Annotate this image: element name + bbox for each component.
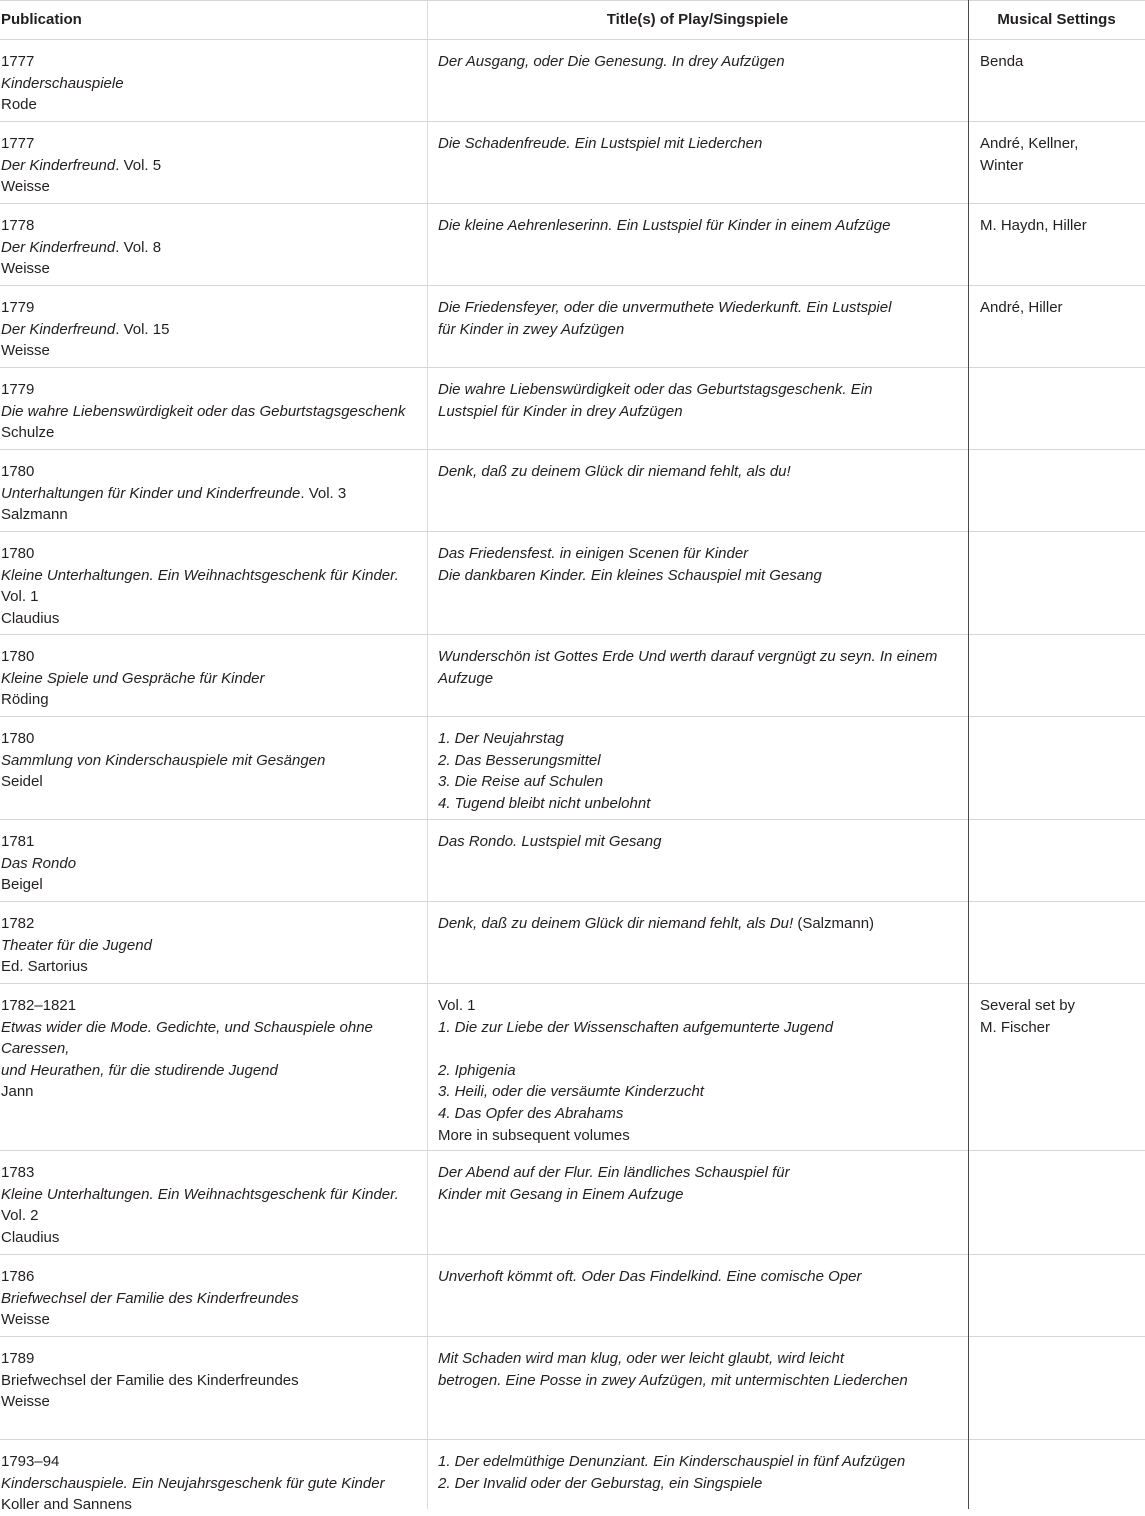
play-title-line: für Kinder in zwey Aufzügen xyxy=(438,320,625,338)
play-titles-cell xyxy=(438,1162,958,1205)
play-titles-cell xyxy=(438,646,958,689)
table-row xyxy=(0,1151,1145,1255)
text-segment: . Vol. 8 xyxy=(115,238,162,256)
musical-settings-cell xyxy=(980,215,1140,237)
play-title-line: Mit Schaden wird man klug, oder wer leicht glaubt, wird leicht xyxy=(438,1350,845,1367)
text-segment: Der Kinderfreund xyxy=(1,238,116,256)
publication-cell xyxy=(1,297,421,362)
publication-title-line: Briefwechsel der Familie des Kinderfreundes xyxy=(1,1371,299,1389)
publication-year: 1780 xyxy=(1,730,35,747)
play-title-line: Vol. 1 xyxy=(438,997,476,1014)
play-titles-cell xyxy=(438,913,958,935)
publication-title-line: Kleine Spiele und Gespräche für Kinder xyxy=(1,669,265,687)
column-divider xyxy=(968,0,969,1509)
table-row xyxy=(0,902,1145,984)
play-title-line: Kinder mit Gesang in Einem Aufzuge xyxy=(438,1185,684,1203)
play-titles-cell xyxy=(438,297,958,340)
play-titles-cell xyxy=(438,133,958,155)
play-title-line: 4. Das Opfer des Abrahams xyxy=(438,1104,624,1122)
publication-title-line: Kinderschauspiele xyxy=(1,74,124,92)
text-segment: . Vol. 3 xyxy=(300,484,347,502)
publication-cell xyxy=(1,728,421,793)
play-title-line: Der Abend auf der Flur. Ein ländliches Schauspiel für xyxy=(438,1164,790,1181)
play-title-line: Lustspiel für Kinder in drey Aufzügen xyxy=(438,402,683,420)
play-titles-cell xyxy=(438,1348,958,1391)
publication-title-line: Kinderschauspiele. Ein Neujahrsgeschenk für gute Kinder xyxy=(1,1474,385,1492)
table-row xyxy=(0,1440,1145,1514)
play-titles-cell xyxy=(438,51,958,73)
publication-title-line: Caressen, xyxy=(1,1040,70,1058)
publication-cell xyxy=(1,379,421,444)
text-segment: Der Kinderfreund xyxy=(1,320,116,338)
table-row xyxy=(0,1255,1145,1337)
publication-author: Röding xyxy=(1,691,49,709)
publication-cell xyxy=(1,133,421,198)
publication-cell xyxy=(1,1266,421,1331)
text-segment: Unterhaltungen für Kinder und Kinderfreunde xyxy=(1,484,301,502)
publication-title-line xyxy=(1,483,421,505)
play-titles-cell xyxy=(438,543,958,586)
play-title-line: Das Rondo. Lustspiel mit Gesang xyxy=(438,833,662,850)
musical-settings-cell xyxy=(980,297,1140,319)
publication-cell xyxy=(1,543,421,629)
table-row xyxy=(0,984,1145,1151)
column-header-musical-settings: Musical Settings xyxy=(968,0,1145,40)
musical-setting-line: Winter xyxy=(980,156,1024,174)
play-title-line: Unverhoft kömmt oft. Oder Das Findelkind. Eine comische Oper xyxy=(438,1268,862,1285)
text-segment: . Vol. 15 xyxy=(115,320,170,338)
table-row xyxy=(0,820,1145,902)
play-title-line: Die Schadenfreude. Ein Lustspiel mit Liederchen xyxy=(438,135,763,152)
play-title-line: Aufzuge xyxy=(438,669,494,687)
publication-year: 1789 xyxy=(1,1350,35,1367)
play-title-line: Denk, daß zu deinem Glück dir niemand fehlt, als du! xyxy=(438,463,791,480)
play-title-line: Wunderschön ist Gottes Erde Und werth darauf vergnügt zu seyn. In einem xyxy=(438,648,938,665)
publication-year: 1777 xyxy=(1,135,35,152)
musical-setting-line: M. Haydn, Hiller xyxy=(980,217,1087,234)
play-title-line: 3. Die Reise auf Schulen xyxy=(438,773,604,791)
publication-title-line xyxy=(1,237,421,259)
publication-author: Claudius xyxy=(1,1228,60,1246)
play-title-line: 1. Die zur Liebe der Wissenschaften aufgemunterte Jugend xyxy=(438,1018,834,1036)
publication-year: 1780 xyxy=(1,545,35,562)
column-header-publication: Publication xyxy=(0,0,427,40)
play-title-line: 1. Der edelmüthige Denunziant. Ein Kinderschauspiel in fünf Aufzügen xyxy=(438,1453,906,1470)
musical-setting-line: Several set by xyxy=(980,997,1076,1014)
publication-author: Weisse xyxy=(1,342,50,360)
play-title-line: 2. Iphigenia xyxy=(438,1061,516,1079)
publication-year: 1782–1821 xyxy=(1,997,77,1014)
publication-title-line: Etwas wider die Mode. Gedichte, und Schauspiele ohne xyxy=(1,1018,373,1036)
musical-settings-cell xyxy=(980,133,1140,176)
table-row xyxy=(0,450,1145,532)
table-row xyxy=(0,532,1145,635)
publication-title-line: Das Rondo xyxy=(1,854,77,872)
publication-cell xyxy=(1,461,421,526)
column-divider xyxy=(427,0,428,1509)
publication-cell xyxy=(1,831,421,896)
publication-title-line: Vol. 1 xyxy=(1,588,39,606)
publication-author: Salzmann xyxy=(1,506,68,524)
table-row xyxy=(0,40,1145,122)
play-titles-cell xyxy=(438,215,958,237)
table-row xyxy=(0,1337,1145,1440)
publication-title-line: und Heurathen, für die studirende Jugend xyxy=(1,1061,278,1079)
text-segment: Denk, daß zu deinem Glück dir niemand fehlt, als Du! xyxy=(438,915,794,932)
play-title-line: 2. Das Besserungsmittel xyxy=(438,751,601,769)
publication-author: Seidel xyxy=(1,773,43,791)
publication-year: 1793–94 xyxy=(1,1453,60,1470)
table-row xyxy=(0,635,1145,717)
musical-setting-line: Benda xyxy=(980,53,1024,70)
publication-title-line: Theater für die Jugend xyxy=(1,936,152,954)
play-titles-cell xyxy=(438,1451,958,1494)
play-title-line: 1. Der Neujahrstag xyxy=(438,730,564,747)
play-titles-cell xyxy=(438,831,958,853)
publication-author: Koller and Sannens xyxy=(1,1496,132,1514)
publication-title-line xyxy=(1,155,421,177)
table-row xyxy=(0,368,1145,450)
play-title-line xyxy=(438,913,958,935)
column-header-titles: Title(s) of Play/Singspiele xyxy=(427,0,968,40)
publication-cell xyxy=(1,1348,421,1413)
musical-settings-cell xyxy=(980,995,1140,1038)
musical-settings-cell xyxy=(980,51,1140,73)
publication-author: Weisse xyxy=(1,1311,50,1329)
publication-year: 1780 xyxy=(1,463,35,480)
publication-title-line: Vol. 2 xyxy=(1,1207,39,1225)
publication-year: 1778 xyxy=(1,217,35,234)
publication-year: 1783 xyxy=(1,1164,35,1181)
publication-author: Claudius xyxy=(1,609,60,627)
publication-title-line: Briefwechsel der Familie des Kinderfreundes xyxy=(1,1289,299,1307)
play-title-line: Die Friedensfeyer, oder die unvermuthete Wiederkunft. Ein Lustspiel xyxy=(438,299,892,316)
publication-author: Weisse xyxy=(1,178,50,196)
table-row xyxy=(0,286,1145,368)
publication-cell xyxy=(1,913,421,978)
publication-author: Rode xyxy=(1,96,37,114)
publication-year: 1779 xyxy=(1,299,35,316)
publication-title-line: Die wahre Liebenswürdigkeit oder das Geburtstagsgeschenk xyxy=(1,402,406,420)
publication-cell xyxy=(1,215,421,280)
table-row xyxy=(0,717,1145,820)
play-title-line: betrogen. Eine Posse in zwey Aufzügen, mit untermischten Liederchen xyxy=(438,1371,908,1389)
publication-author: Beigel xyxy=(1,876,43,894)
publication-author: Schulze xyxy=(1,424,55,442)
publication-year: 1777 xyxy=(1,53,35,70)
play-title-line: 4. Tugend bleibt nicht unbelohnt xyxy=(438,794,651,812)
publication-author: Jann xyxy=(1,1083,34,1101)
play-titles-cell xyxy=(438,379,958,422)
table-row xyxy=(0,122,1145,204)
publication-title-line: Sammlung von Kinderschauspiele mit Gesängen xyxy=(1,751,326,769)
play-titles-cell xyxy=(438,728,958,814)
publication-year: 1782 xyxy=(1,915,35,932)
publication-title-line: Kleine Unterhaltungen. Ein Weihnachtsgeschenk für Kinder. xyxy=(1,566,399,584)
publication-cell xyxy=(1,646,421,711)
publication-year: 1786 xyxy=(1,1268,35,1285)
publication-year: 1781 xyxy=(1,833,35,850)
play-titles-cell xyxy=(438,995,958,1146)
publication-author: Weisse xyxy=(1,260,50,278)
table-row xyxy=(0,204,1145,286)
text-segment: Der Kinderfreund xyxy=(1,156,116,174)
publication-author: Ed. Sartorius xyxy=(1,958,88,976)
play-title-line: Das Friedensfest. in einigen Scenen für Kinder xyxy=(438,545,749,562)
play-title-line: 3. Heili, oder die versäumte Kinderzucht xyxy=(438,1083,704,1101)
publication-title-line: Kleine Unterhaltungen. Ein Weihnachtsgeschenk für Kinder. xyxy=(1,1185,399,1203)
play-titles-cell xyxy=(438,1266,958,1288)
musical-setting-line: André, Hiller xyxy=(980,299,1063,316)
play-title-line: Die kleine Aehrenleserinn. Ein Lustspiel für Kinder in einem Aufzüge xyxy=(438,217,891,234)
play-title-line: Der Ausgang, oder Die Genesung. In drey Aufzügen xyxy=(438,53,785,70)
publication-author: Weisse xyxy=(1,1393,50,1411)
publication-cell xyxy=(1,995,421,1103)
musical-setting-line: André, Kellner, xyxy=(980,135,1079,152)
publication-title-line xyxy=(1,319,421,341)
text-segment: (Salzmann) xyxy=(793,915,875,932)
play-title-line: More in subsequent volumes xyxy=(438,1126,630,1144)
publication-year: 1779 xyxy=(1,381,35,398)
play-title-line: 2. Der Invalid oder der Geburstag, ein Singspiele xyxy=(438,1474,763,1492)
play-title-line: Die wahre Liebenswürdigkeit oder das Geburtstagsgeschenk. Ein xyxy=(438,381,873,398)
play-title-line xyxy=(438,1038,958,1060)
text-segment: . Vol. 5 xyxy=(115,156,162,174)
musical-setting-line: M. Fischer xyxy=(980,1018,1051,1036)
publication-cell xyxy=(1,1451,421,1516)
publication-cell xyxy=(1,51,421,116)
play-titles-cell xyxy=(438,461,958,483)
publication-cell xyxy=(1,1162,421,1248)
publication-year: 1780 xyxy=(1,648,35,665)
play-title-line: Die dankbaren Kinder. Ein kleines Schauspiel mit Gesang xyxy=(438,566,822,584)
